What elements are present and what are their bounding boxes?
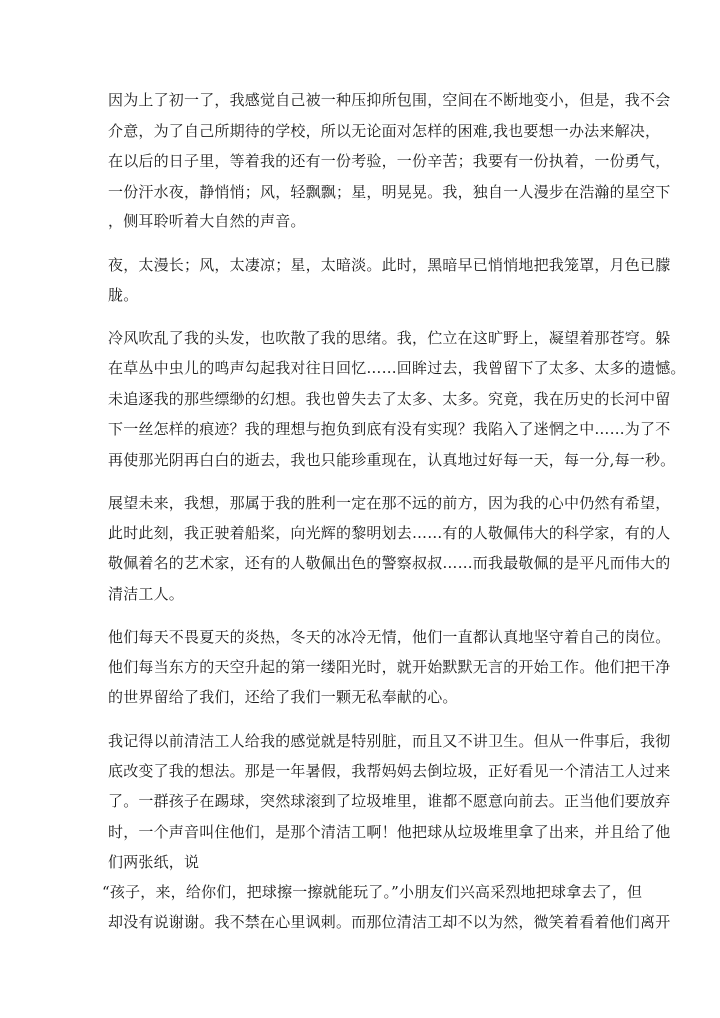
paragraph-4-line-3: 敬佩着名的艺术家，还有的人敬佩出色的警察叔叔……而我最敬佩的是平凡而伟大的 [108, 554, 671, 572]
paragraph-5-line-3: 的世界留给了我们，还给了我们一颗无私奉献的心。 [108, 688, 458, 706]
paragraph-4-line-2: 此时此刻，我正驶着船桨，向光辉的黎明划去……有的人敬佩伟大的科学家，有的人 [108, 524, 671, 542]
paragraph-6-line-4: 时，一个声音叫住他们，是那个清洁工啊！他把球从垃圾堆里拿了出来，并且给了他 [108, 823, 671, 841]
paragraph-2-line-2: 胧。 [108, 286, 139, 304]
paragraph-6-line-1: 我记得以前清洁工人给我的感觉就是特别脏，而且又不讲卫生。但从一件事后，我彻 [108, 732, 671, 750]
paragraph-1-line-5: ，侧耳聆听着大自然的声音。 [108, 212, 306, 230]
paragraph-3-line-1: 冷风吹乱了我的头发，也吹散了我的思绪。我，伫立在这旷野上，凝望着那苍穹。躲 [108, 329, 671, 347]
paragraph-3-line-3: 未追逐我的那些缥缈的幻想。我也曾失去了太多、太多。究竟，我在历史的长河中留 [108, 390, 671, 408]
paragraph-6-line-5: 们两张纸，说 [108, 853, 200, 871]
paragraph-1-line-4: 一份汗水夜，静悄悄；风，轻飘飘；星，明晃晃。我，独自一人漫步在浩瀚的星空下 [108, 183, 671, 201]
paragraph-5-line-1: 他们每天不畏夏天的炎热，冬天的冰冷无情，他们一直都认真地坚守着自己的岗位。 [108, 628, 671, 646]
paragraph-1-line-1: 因为上了初一了，我感觉自己被一种压抑所包围，空间在不断地变小，但是，我不会 [108, 91, 671, 109]
paragraph-2-line-1: 夜，太漫长；风，太凄凉；星，太暗淡。此时，黑暗早已悄悄地把我笼罩，月色已朦 [108, 256, 671, 274]
paragraph-4-line-1: 展望未来，我想，那属于我的胜利一定在那不远的前方，因为我的心中仍然有希望， [108, 494, 671, 512]
paragraph-6-line-2: 底改变了我的想法。那是一年暑假，我帮妈妈去倒垃圾，正好看见一个清洁工人过来 [108, 762, 671, 780]
paragraph-3-line-5: 再使那光阴再白白的逝去，我也只能珍重现在，认真地过好每一天，每一分,每一秒。 [108, 451, 676, 469]
paragraph-4-line-4: 清洁工人。 [108, 585, 185, 603]
paragraph-1-line-3: 在以后的日子里，等着我的还有一份考验，一份辛苦；我要有一份执着，一份勇气， [108, 152, 671, 170]
paragraph-3-line-2: 在草丛中虫儿的鸣声勾起我对往日回忆……回眸过去，我曾留下了太多、太多的遗憾。 [108, 359, 686, 377]
paragraph-3-line-4: 下一丝怎样的痕迹？我的理想与抱负到底有没有实现？我陷入了迷惘之中……为了不 [108, 420, 671, 438]
paragraph-6-line-3: 了。一群孩子在踢球，突然球滚到了垃圾堆里，谁都不愿意向前去。正当他们要放弃 [108, 792, 671, 810]
paragraph-1-line-2: 介意，为了自己所期待的学校，所以无论面对怎样的困难,我也要想一办法来解决， [108, 122, 661, 140]
paragraph-7-line-1: “孩子，来，给你们，把球擦一擦就能玩了。”小朋友们兴高采烈地把球拿去了，但 [102, 883, 643, 901]
paragraph-7-line-2: 却没有说谢谢。我不禁在心里讽刺。而那位清洁工却不以为然，微笑着看着他们离开 [108, 913, 671, 931]
paragraph-5-line-2: 他们每当东方的天空升起的第一缕阳光时，就开始默默无言的开始工作。他们把干净 [108, 658, 671, 676]
